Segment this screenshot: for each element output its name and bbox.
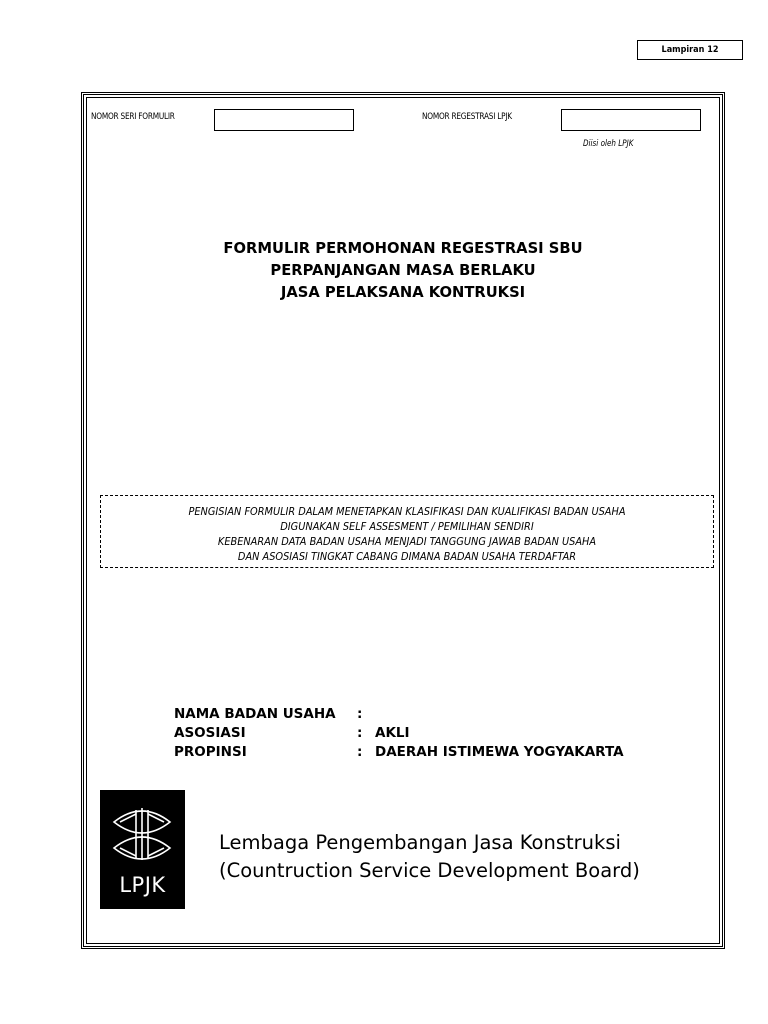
title-line-3: JASA PELAKSANA KONTRUKSI [280, 283, 526, 301]
nomor-seri-label: NOMOR SERI FORMULIR [91, 112, 175, 122]
nomor-seri-field[interactable] [214, 109, 354, 131]
notice-line-3: KEBENARAN DATA BADAN USAHA MENJADI TANGGUNG JAWAB BADAN USAHA [217, 536, 597, 548]
info-key: PROPINSI [174, 744, 247, 760]
title-line-1: FORMULIR PERMOHONAN REGESTRASI SBU [223, 239, 583, 257]
board-name-id: Lembaga Pengembangan Jasa Konstruksi [219, 831, 621, 854]
company-info [174, 705, 624, 762]
info-colon: : [357, 725, 363, 741]
notice-line-1: PENGISIAN FORMULIR DALAM MENETAPKAN KLASIFIKASI DAN KUALIFIKASI BADAN USAHA [188, 506, 626, 518]
form-title [86, 237, 720, 303]
notice-box [100, 495, 714, 568]
board-name [219, 829, 640, 885]
notice-line-2: DIGUNAKAN SELF ASSESMENT / PEMILIHAN SENDIRI [280, 521, 534, 533]
board-name-en: (Countruction Service Development Board) [219, 859, 640, 882]
info-row-nama [174, 705, 624, 724]
logo-text: LPJK [119, 873, 166, 897]
nomor-regestrasi-field[interactable] [561, 109, 701, 131]
lpjk-emblem-icon [100, 800, 185, 870]
diisi-note: Diisi oleh LPJK [583, 139, 634, 149]
info-row-asosiasi [174, 724, 624, 743]
info-value: AKLI [375, 725, 410, 741]
lampiran-label: Lampiran 12 [637, 40, 743, 60]
notice-line-4: DAN ASOSIASI TINGKAT CABANG DIMANA BADAN USAHA TERDAFTAR [237, 551, 577, 563]
info-row-propinsi [174, 743, 624, 762]
info-colon: : [357, 706, 363, 722]
lpjk-logo [100, 790, 185, 909]
nomor-regestrasi-label: NOMOR REGESTRASI LPJK [422, 112, 512, 122]
info-key: ASOSIASI [174, 725, 246, 741]
info-colon: : [357, 744, 363, 760]
info-key: NAMA BADAN USAHA [174, 706, 336, 722]
info-value: DAERAH ISTIMEWA YOGYAKARTA [375, 744, 624, 760]
title-line-2: PERPANJANGAN MASA BERLAKU [270, 261, 536, 279]
